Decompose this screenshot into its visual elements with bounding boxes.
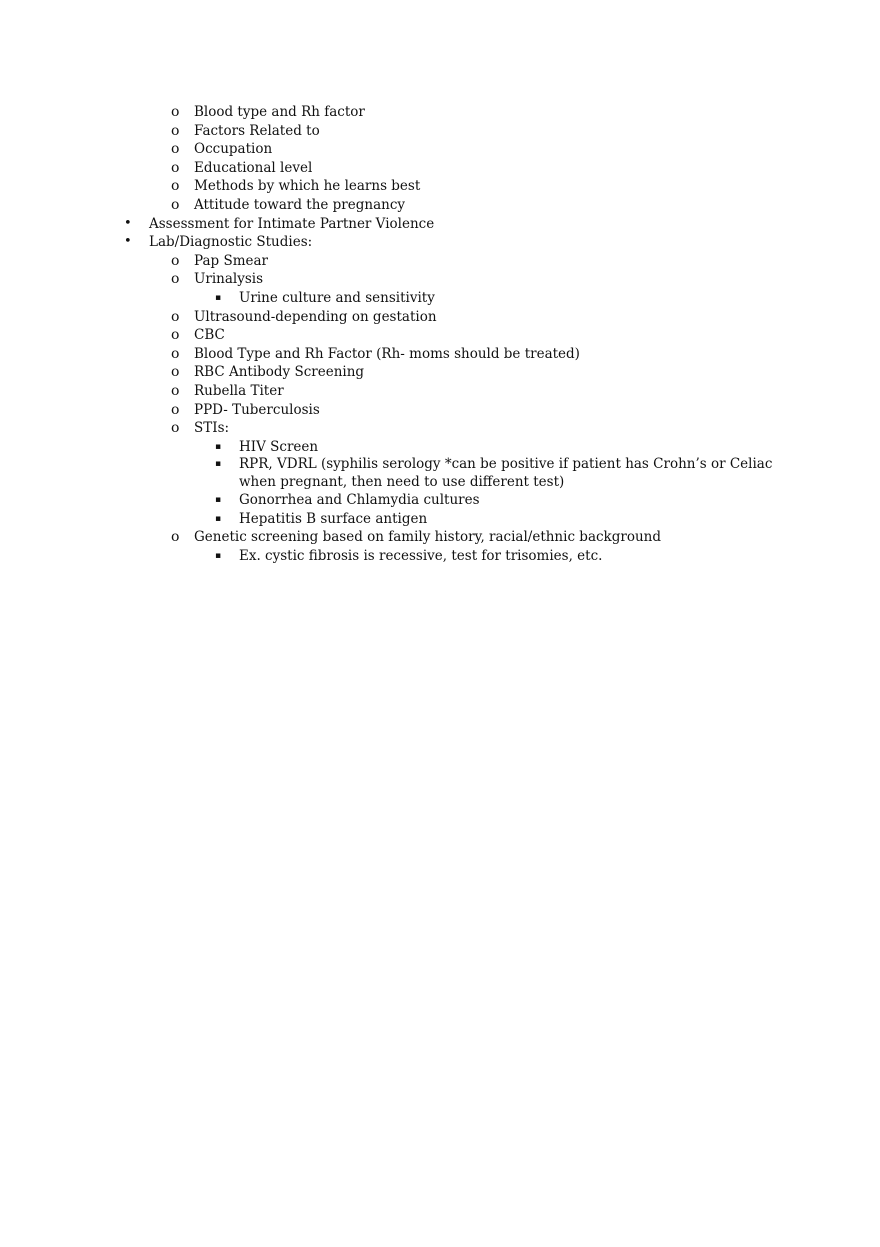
hollow-bullet-icon: o <box>171 529 180 546</box>
hollow-bullet-icon: o <box>171 271 180 288</box>
list-item <box>0 103 880 122</box>
hollow-bullet-icon: o <box>171 382 180 399</box>
list-item-text: Rubella Titer <box>194 382 284 399</box>
list-item-text: Hepatitis B surface antigen <box>239 510 428 527</box>
list-item <box>0 345 880 364</box>
hollow-bullet-icon: o <box>171 141 180 158</box>
list-item-text: Factors Related to <box>194 122 320 139</box>
hollow-bullet-icon: o <box>171 104 180 120</box>
square-bullet-icon: ▪ <box>215 551 222 562</box>
list-item-text: Urine culture and sensitivity <box>239 289 435 306</box>
list-item-text: Pap Smear <box>194 252 268 269</box>
hollow-bullet-icon: o <box>171 196 180 213</box>
list-item <box>0 547 774 566</box>
list-item-text: Ex. cystic fibrosis is recessive, test for trisomies, etc. <box>239 548 603 565</box>
list-item-text: Urinalysis <box>194 271 264 288</box>
list-item-text: Assessment for Intimate Partner Violence <box>149 215 435 232</box>
list-item-text: Blood type and Rh factor <box>194 104 365 120</box>
square-bullet-icon: ▪ <box>215 513 222 524</box>
hollow-bullet-icon: o <box>171 364 180 381</box>
list-item <box>0 382 880 401</box>
list-item <box>0 363 880 382</box>
list-item-text: Ultrasound-depending on gestation <box>194 308 437 325</box>
list-item <box>0 289 774 308</box>
list-item <box>0 177 880 196</box>
list-item <box>0 491 774 510</box>
outline-list <box>0 103 880 566</box>
list-item <box>0 308 880 327</box>
list-item-text: Lab/Diagnostic Studies: <box>149 234 313 251</box>
list-item-text: HIV Screen <box>239 438 319 455</box>
list-item <box>0 510 774 529</box>
hollow-bullet-icon: o <box>171 252 180 269</box>
list-item <box>0 438 774 457</box>
list-item <box>0 196 880 215</box>
square-bullet-icon: ▪ <box>215 292 222 303</box>
list-item <box>0 528 880 547</box>
list-item-text: Genetic screening based on family history, racial/ethnic background <box>194 529 661 546</box>
square-bullet-icon: ▪ <box>215 459 222 470</box>
list-item-text: RPR, VDRL (syphilis serology *can be positive if patient has Crohn’s or Celiac when pregnant, then need to use different test) <box>239 456 773 490</box>
list-item <box>0 419 880 438</box>
list-item-text: Gonorrhea and Chlamydia cultures <box>239 492 480 509</box>
filled-bullet-icon: • <box>124 234 132 250</box>
list-item-text: CBC <box>194 327 225 344</box>
list-item-text: Methods by which he learns best <box>194 178 421 195</box>
list-item <box>0 270 880 289</box>
list-item <box>0 326 880 345</box>
hollow-bullet-icon: o <box>171 159 180 176</box>
hollow-bullet-icon: o <box>171 308 180 325</box>
hollow-bullet-icon: o <box>171 345 180 362</box>
list-item-text: Attitude toward the pregnancy <box>194 196 406 213</box>
hollow-bullet-icon: o <box>171 420 180 437</box>
list-item <box>0 140 880 159</box>
list-item-text: RBC Antibody Screening <box>194 364 365 381</box>
hollow-bullet-icon: o <box>171 122 180 139</box>
square-bullet-icon: ▪ <box>215 495 222 506</box>
list-item <box>0 159 880 178</box>
hollow-bullet-icon: o <box>171 327 180 344</box>
hollow-bullet-icon: o <box>171 178 180 195</box>
filled-bullet-icon: • <box>124 215 132 231</box>
list-item-text: Educational level <box>194 159 313 176</box>
list-item-text: PPD- Tuberculosis <box>194 401 320 418</box>
list-item <box>0 456 774 491</box>
list-item <box>0 233 880 252</box>
list-item-text: Blood Type and Rh Factor (Rh- moms should be treated) <box>194 345 580 362</box>
list-item-text: STIs: <box>194 420 230 437</box>
list-item <box>0 252 880 271</box>
hollow-bullet-icon: o <box>171 401 180 418</box>
list-item <box>0 122 880 141</box>
square-bullet-icon: ▪ <box>215 441 222 452</box>
list-item-text: Occupation <box>194 141 273 158</box>
list-item <box>0 215 880 234</box>
list-item <box>0 401 880 420</box>
